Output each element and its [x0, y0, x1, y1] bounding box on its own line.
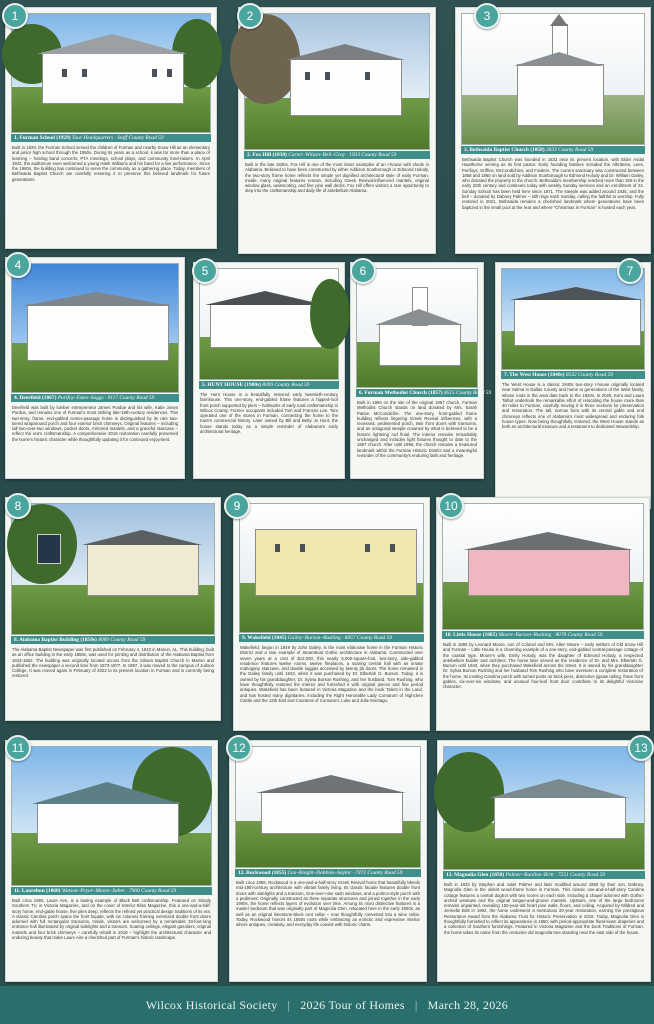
photo-magnolia-glen [443, 746, 645, 870]
badge-13: 13 [628, 735, 654, 761]
badge-5: 5 [192, 258, 218, 284]
card-13 [437, 740, 651, 982]
card-2 [238, 7, 436, 254]
badge-2: 2 [237, 3, 263, 29]
card-caption: 7. The West House (1840s) 8542 County Road 59 [501, 371, 645, 379]
card-description: Built in 1833 by Stephen and Juliet Palmer and later modified around 1850 by their son, Dabney. Magnolia Glen is the oldest wood-frame home in Furman. This classic one-and-a-half-story Carolina cottage features a central dogtrot with two rooms on each side, including a chapel adorned with Gothic-arched windows and the original tongue-and-groove mantels. Upstairs, one of the large bedrooms remains unpainted, revealing 150-year-old heart pine walls, floors, and ceiling. Acquired by Mildred and Jennelle Britt in 1992, the home underwent a meticulous 20-year restoration, earning the prestigious Restoration Award from the Alabama Trust for Historic Preservation in 2016. Today, Magnolia Glen is thoughtfully furnished to reflect its appearance in 1850, with period-appropriate floral-sewn draperies and a collection of Southern furnishings. Featured in Victoria Magazine and the book Traditions of Furman, the home takes its name from the centuries-old magnolia tree standing near the east side of the house. [444, 882, 644, 935]
card-description: Wakefield, begun in 1849 by John Dailey, is the most elaborate home in the Furman Historic District and a rare example of Steamboat Gothic architecture in Alabama. Constructed over seven years at a cost of $12,000, this nearly 6,000-square-foot, two-story, side-gabled residence features twelve rooms, twelve fireplaces, a soaring central hall with an ornate mahogany staircase, and double loggias accessed by twenty jib doors. The home remained in the Gailey family until 1943, when it was purchased by Dr. Elbertah G. Burson. Today, it is owned by his granddaughter, Dr. Sylvia Burson Rushing, and her husband, Tom Rushing, who have thoughtfully restored the interior and furnished it with original pieces and fine period antiques. Wakefield has been featured in Victoria Magazine and the book Talent in the Land, and has hosted many dignitaries, including the Right Honorable Lady Cornarom of Highclere Castle and the 12th Earl and Countess of Cornarom, Luke and Julie Montagu. [240, 645, 423, 703]
photo-bethsaida-church [461, 13, 645, 145]
card-description: The Hunt House is a beautifully restored early twentieth-century farmhouse. This one-story, end-gabled frame features a hipped-roof front porch supported by piers – hallmarks of early rural craftsmanship in Wilcox County. Former occupants included Tom and Frances Lee. Tom operated one of the stores in Furman, connecting the home to the town's commercial history. Later owned by Bill and Betty Jo Hunt, the house stands today as a simple reminder of Alabama's early architectural heritage. [200, 392, 338, 435]
footer-event: 2026 Tour of Homes [300, 998, 405, 1012]
card-description: Built circa 1855, Rockwood is a one-and-a-half-story Greek Revival home that beautifully blends mid-19th-century architecture with vibrant family living. Its classic facade features double front doors with sidelights and a transom, nine-over-nine sash windows, and a portico-style porch with a pediment. Originally constructed as three separate structures and joined together in the early 1900s, the home reflects layers of evolution over time. Among its most distinctive features is a master bedroom that was originally part of Magnolia Glen, relocated here in the early 1900s, as well as an original limestone-block root cellar – now thoughtfully converted into a wine cellar. Today, Rockwood honors its 1850s roots while embracing an eclectic and expressive interior where antiques, creativity, and everyday life coexist with historic charm. [236, 880, 420, 928]
card-5 [193, 262, 345, 479]
card-caption: 2. Fox Hill (1830) Carter–Wilson–Bell–Gray · 1933 County Road 59 [244, 151, 430, 159]
badge-10: 10 [438, 493, 464, 519]
badge-7: 7 [617, 258, 643, 284]
badge-1: 1 [2, 3, 28, 29]
card-6 [350, 262, 492, 479]
card-1 [5, 7, 217, 249]
badge-3: 3 [474, 3, 500, 29]
footer-org: Wilcox Historical Society [145, 998, 278, 1012]
photo-fox-hill [244, 13, 430, 150]
photo-furman-school [11, 13, 211, 133]
badge-11: 11 [5, 735, 31, 761]
badge-6: 6 [350, 258, 376, 284]
card-caption: 1. Furman School (1929) Tour Headquarters · Staff County Road 59 [11, 134, 211, 142]
card-8 [5, 497, 221, 721]
footer-bar: Wilcox Historical Society | 2026 Tour of Homes | March 28, 2026 [0, 986, 654, 1024]
badge-9: 9 [224, 493, 250, 519]
card-11 [5, 740, 218, 982]
card-description: Built circa 1860, Laure Aire, is a lasting example of Black Belt craftsmanship. Featured on Simply Southern TV, in Victoria Magazine, and on the cover of Interior Bliss Magazine, this a one-and-a-half-story home, end-gable house, five piles deep, reflects the refined yet practical design traditions of its era. A classic Carolina porch spans the front façade, with six columns framing oversized double front doors adorned with full rectangular transoms. Inside, visitors are welcomed by a remarkable 33-foot-long entrance hall illuminated by original sidelights and a transom. Soaring ceilings, elegant gasoliers, original mantels and four brick chimneys – carefully rebuilt in 2019 – highlight the architectural character and enduring beauty that make Laure Aire a cherished part of Furman's historic landscape. [12, 898, 211, 941]
card-caption: 4. Deerfield (1867) Purifoy–Estes–Saggs · 9117 County Road 59 [11, 394, 179, 402]
card-caption: 11. Laurelton (1860) Watson–Pryor–Moore–Saber · 7960 County Road 59 [11, 887, 212, 895]
card-description: The Alabama Baptist Newspaper was first published on February 4, 1843 in Marion, AL. This building, built as an office building in the early 1850s, was used for printing and distribution of the Alabama Baptist from 1843-1852. The building was originally located across from the Siloam Baptist Church in Marion and published the newspaper a second time from 1873-1877. In 1997, it was moved to the campus of Judson College. It was moved again in February of 2022 to its present location in Furman and is currently being restored. [12, 647, 214, 679]
card-caption: 12. Rockwood (1855) Cox–Knight–Dobbins–Saylor · 7472 County Road 59 [235, 869, 421, 877]
badge-4: 4 [5, 252, 31, 278]
card-caption: 5. HUNT HOUSE (1900s) 8009 County Road 59 [199, 381, 339, 389]
card-caption: 13. Magnolia Glen (1850) Palmer–Burdine–Britt · 7251 County Road 59 [443, 871, 645, 879]
card-12 [229, 740, 427, 982]
card-9 [233, 497, 430, 731]
card-caption: 10. Little House (1885) Moore–Burson–Rushing · 8078 County Road 59 [442, 631, 644, 639]
card-caption: 9. Wakefield (1845) Gailey–Burson–Rushing · 8057 County Road 59 [239, 634, 424, 642]
card-caption: 8. Alabama Baptist Building (1850s) 8089 County Road 59 [11, 636, 215, 644]
badge-12: 12 [226, 735, 252, 761]
card-caption: 3. Bethsaida Baptist Church (1858) 2033 County Road 59 [461, 146, 645, 154]
photo-laurelton [11, 746, 212, 886]
photo-hunt-house [199, 268, 339, 380]
card-description: The West House is a classic 1840s two-story I-house originally located near Selma in Dallas County and home to generations of the West family, whose roots in the area date back to the 1820s. In 2025, Kent and Laura Talbot undertook the remarkable effort of relocating the house more than 40 miles to Furman, carefully moving it in three sections for preservation and restoration. The tall, narrow form with its central gable and end chimneys reflects one of Alabama's most widespread and enduring folk house types. Now being thoughtfully restored, the West House stands as both an architectural treasure and a testament to dedicated stewardship. [502, 382, 644, 430]
photo-wakefield [239, 503, 424, 633]
card-description: Built in 1885 by Leonard Moore, son of Colonel and Mrs. Allen Moore – early settlers of Old Snow Hill and Furman – Little House is a charming example of a one-story, end-gabled central-passage cottage of the coastal type. Moore's wife, Emily Holody, was the daughter of Edmond Holody, a respected antebellum builder and architect. The home later served as the residence of Dr. and Mrs. Elbertah G. Burson until 1943, when they purchased Wakefield across the street. It is owned by his granddaughter Dr. Sylvia Burson Rushing and her husband Tom Rushing who have overseen a complete restoration of the home. Its inviting Carolina porch with turned posts on brick piers, distinctive jigsaw railing, three front gables, six-over-six windows, and unusual four-leaf front door contribute to its delightful Victorian character. [443, 642, 643, 690]
card-10 [436, 497, 650, 731]
badge-8: 8 [5, 493, 31, 519]
photo-deerfield [11, 263, 179, 393]
card-4 [5, 257, 185, 479]
card-description: Built in 1860 on the site of the original 1857 church, Furman Methodist Church stands on land donated by Mrs. Sarah Patton McCondichie. The one-story, front-gabled frame building reflects lingering Greek Revival influences, with a recessed, pedimented porch, twin front doors with transoms, and an octagonal steeple crowned by what is believed to be a historic lightning rod finial. The interior remains remarkably unchanged and includes light fixtures thought to date to the 1857 church. After until 1996, the church remains a treasured landmark within the Furman Historic District and a meaningful reminder of the community's enduring faith and heritage. [357, 400, 477, 458]
card-description: Deerfield was built by lumber entrepreneur James Purdue and his wife, Katie Jones Purdue, and remains one of Furman's most striking late-19th-century residences. This two-story, frame, end-gabled center-passage home is distinguished by its rare two-tiered wraparound porch and four exterior brick chimneys. Original features – including tall two-over-two windows, pocket doors, mirrored mantels, and a graceful staircase – reflect the era's craftsmanship. A comprehensive 2016 restoration carefully preserved the home's historic character while thoughtfully updating it for continued enjoyment. [12, 405, 178, 442]
card-description: Built in 1929, the Furman School served the children of Furman and nearby Snow Hill as an elementary and junior high school through the 1950s. During its years as a school, it was far more than a place of learning – hosting band concerts, PTA meetings, school plays, and community fund-raisers. In April 1942, the auditorium even welcomed a young Hank Williams and his band for a live performance. Since the 1960s, the building has continued to serve the community as a gathering place. Today, members of Bethsaida Baptist Church are carefully restoring it to preserve this beloved landmark for future generations. [12, 145, 210, 182]
photo-methodist-church [356, 268, 478, 388]
photo-little-house [442, 503, 644, 630]
footer-date: March 28, 2026 [427, 998, 509, 1012]
photo-alabama-baptist [11, 503, 215, 635]
card-description: Bethsaida Baptist Church was founded in 1833 near its present location, with Elder Asdal Hawthorne serving as its first pastor. Early founding families included the Albrittons, Lees, Purifoys, Griffins, McCondichies, and Fowlers. The current sanctuary was constructed between 1858 and 1860 on land sold by Addison Scarborough to Edmond Holody and Dr. William Gailey, who donated the property to the church. Bethsaida's membership reached more than 150 in the early 20th century and continues today with weekly Sunday services and an enrollment of 22. Sunday School has been held here since 1871. The steeple was added around 1935, and the bell – donated by Dabney Palmer – still rings each Sunday, calling the faithful to worship. Fully restored in 2021, Bethsaida remains a cherished landmark where generations have been baptized in the small pool at the rear and where "Christmas in Furman" is hosted each year. [462, 157, 644, 210]
photo-west-house [501, 268, 645, 370]
card-3 [455, 7, 651, 254]
card-7 [495, 262, 651, 509]
card-description: Built in the late 1830s, Fox Hill is one of the most intact examples of an I-house with sheds in Alabama. Believed to have been constructed by either Addison Scarborough or Edmond Holody, the two-story frame home reflects the simple yet dignified architectural style of early Furman. Inside, many original features remain, including Greek Revival-influenced mantels, original window glass, wainscoting, and fine pine wall decks. Fox Hill offers visitors a rare opportunity to step into the craftsmanship and daily life of antebellum Alabama. [245, 162, 429, 194]
photo-rockwood [235, 746, 421, 868]
card-caption: 6. Furman Methodist Church (1857) 8515 County Road 59 [356, 389, 478, 397]
